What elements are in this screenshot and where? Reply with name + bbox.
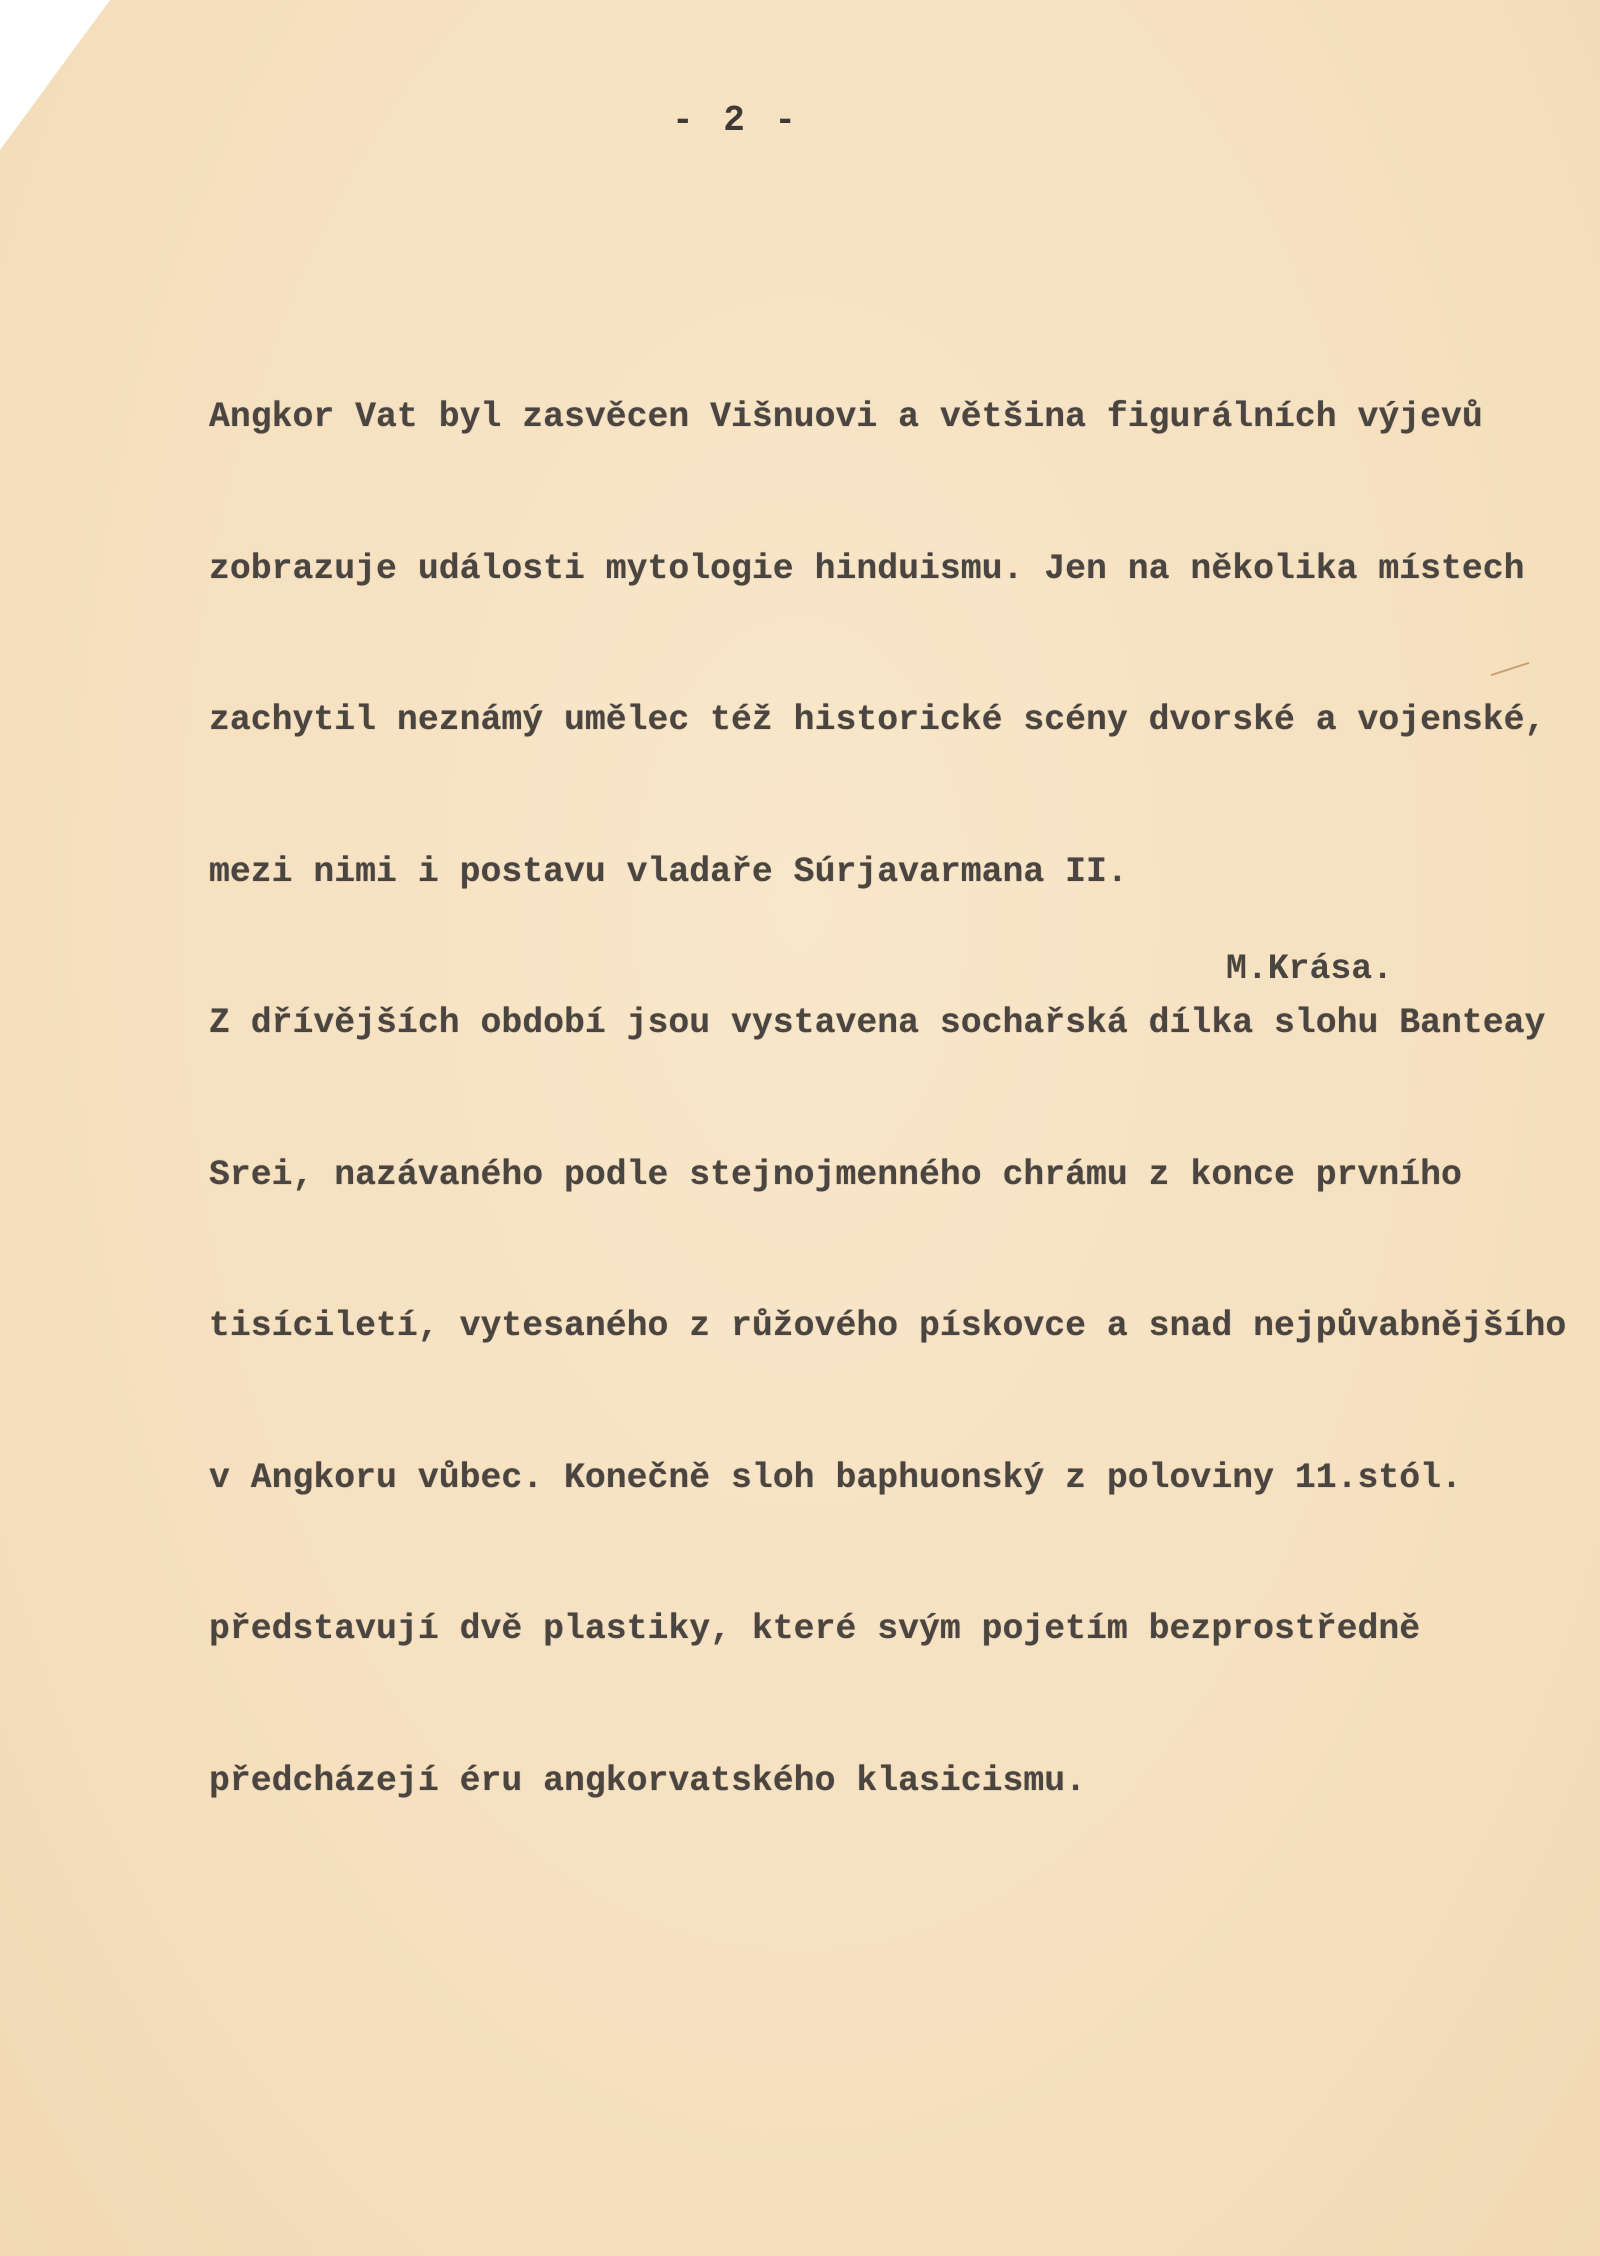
text-line: tisíciletí, vytesaného z růžového pískovce a snad nejpůvabnějšího: [209, 1307, 1567, 1346]
folded-corner: [0, 0, 110, 150]
text-line: v Angkoru vůbec. Konečně sloh baphuonský z poloviny 11.stól.: [209, 1458, 1462, 1498]
text-line: Z dřívějších období jsou vystavena sochařská dílka slohu Banteay: [209, 1004, 1546, 1043]
text-line: Srei, nazávaného podle stejnojmenného chrámu z konce prvního: [209, 1155, 1462, 1195]
text-line: předcházejí éru angkorvatského klasicismu.: [209, 1761, 1087, 1801]
body-text: [209, 292, 1566, 1858]
text-line: představují dvě plastiky, které svým pojetím bezprostředně: [209, 1610, 1421, 1649]
page-number: - 2 -: [672, 100, 801, 141]
text-line: zobrazuje události mytologie hinduismu. Jen na několika místech: [209, 549, 1525, 589]
text-line: mezi nimi i postavu vladaře Súrjavarmana II.: [209, 852, 1128, 892]
text-line: zachytil neznámý umělec též historické scény dvorské a vojenské,: [209, 701, 1546, 740]
text-line: Angkor Vat byl zasvěcen Višnuovi a většina figurálních výjevů: [209, 398, 1483, 437]
signature: M.Krása.: [1226, 950, 1394, 989]
